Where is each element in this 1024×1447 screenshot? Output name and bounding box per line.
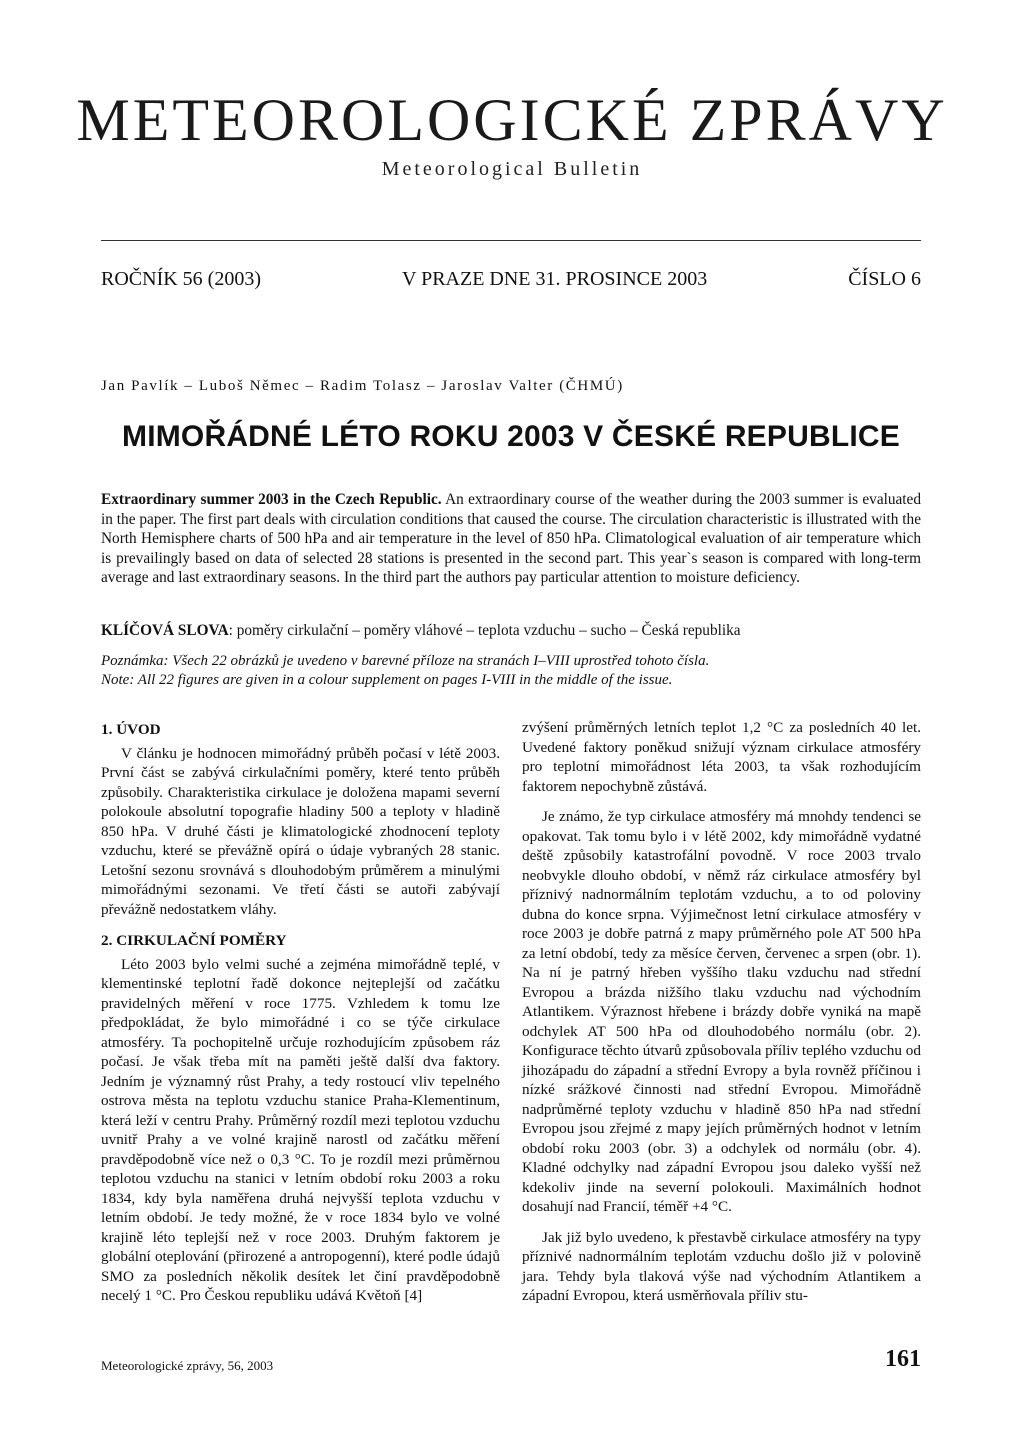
issue-volume: ROČNÍK 56 (2003) <box>101 268 261 290</box>
figure-note <box>101 652 921 690</box>
paragraph-circulation-1: Léto 2003 bylo velmi suché a zejména mimořádně teplé, v klementinské teplotní řadě dokonce nejteplejší od začátku pravidelných měření v roce 1775. Vzhledem k tomu lze předpokládat, že bylo mimořádné i co se týče cirkulace atmosféry. Ta pochopitelně určuje rozhodujícím způsobem ráz počasí. Je však třeba mít na paměti ještě další dva faktory. Jedním je významný růst Prahy, a tedy rostoucí vliv tepelného ostrova města na teplotu vzduchu stanice Praha-Klementinum, která leží v centru Prahy. Průměrný rozdíl mezi teplotou vzduchu uvnitř Prahy a ve volné krajině narostl od začátku měření pravděpodobně více než o 0,3 °C. To je rozdíl mezi průměrnou teplotou vzduchu na stanici v letním období roku 2003 a roku 1834, kdy byla naměřena druhá nejvyšší teplota vzduchu v letním období. Je tedy možné, že v roce 1834 bylo ve volné krajině léto teplejší než v roce 2003. Druhým faktorem je globální oteplování (přirozené a antropogenní), které podle údajů SMO za posledních několik desítek let činí pravděpodobně necelý 1 °C. Pro Českou republiku udává Květoň [4] <box>101 955 500 1304</box>
paragraph-circulation-2: zvýšení průměrných letních teplot 1,2 °C za posledních 40 let. Uvedené faktory poněkud snižují význam cirkulace atmosféry pro teplotní mimořádnost léta 2003, ta však rozhodujícím faktorem nepochybně zůstává. <box>522 719 921 795</box>
section-heading-circulation: 2. CIRKULAČNÍ POMĚRY <box>101 932 287 949</box>
issue-info <box>101 268 921 291</box>
keywords-text: : poměry cirkulační – poměry vláhové – teplota vzduchu – sucho – Česká republika <box>228 622 741 639</box>
abstract-text: An extraordinary course of the weather during the 2003 summer is evaluated in the paper. The first part deals with circulation conditions that caused the course. The circulation characteristic is illustrated with the North Hemisphere charts of 500 hPa and air temperature in the level of 850 hPa. Climatological evaluation of air temperature which is prevailingly based on data of selected 28 stations is presented in the second part. This year`s season is compared with long-term average and last extraordinary seasons. In the third part the authors pay particular attention to moisture deficiency. <box>101 491 921 586</box>
paragraph-circulation-3: Je známo, že typ cirkulace atmosféry má mnohdy tendenci se opakovat. Tak tomu bylo i v létě 2002, kdy mimořádně vydatné deště způsobily katastrofální povodně. V roce 2003 trvalo neobvykle dlouho období, v němž ráz cirkulace atmosféry byl příznivý nadnormálním teplotám vzduchu, a to od poloviny dubna do konce srpna. Výjimečnost letní cirkulace atmosféry v roce 2003 je dobře patrná z mapy průměrného pole AT 500 hPa za letní období, tedy za měsíce červen, červenec a srpen (obr. 1). Na ní je patrný hřeben vyššího tlaku vzduchu nad střední Evropou a brázda nižšího tlaku vzduchu nad východním Atlantikem. Výraznost hřebene i brázdy dobře vyniká na mapě odchylek AT 500 hPa od dlouhodobého normálu (obr. 2). Konfigurace těchto útvarů způsobovala příliv teplého vzduchu od jihozápadu do západní a střední Evropy a byla rovněž příčinou i nízké srážkové činnosti nad střední Evropou. Mimořádně nadprůměrné teploty vzduchu v hladině 850 hPa nad střední Evropou jsou zřejmé z mapy jejích průměrných hodnot v letním období roku 2003 (obr. 3) a odchylek od normálu (obr. 4). Kladné odchylky nad západní Evropou jsou daleko vyšší než kdekoliv jinde na severní polokouli. Maximálních hodnot dosahují nad Francií, téměř +4 °C. <box>522 808 921 1215</box>
journal-title: METEOROLOGICKÉ ZPRÁVY <box>76 87 948 153</box>
abstract <box>101 490 921 588</box>
footer-journal: Meteorologické zprávy, 56, 2003 <box>101 1358 274 1373</box>
paragraph-circulation-4: Jak již bylo uvedeno, k přestavbě cirkulace atmosféry na typy příznivé nadnormálním teplotám vzduchu došlo již v polovině jara. Tehdy byla tlaková výše nad východním Atlantikem a západní Evropou, která usměrňovala příliv stu- <box>522 1228 921 1304</box>
issue-number: ČÍSLO 6 <box>848 268 921 290</box>
article-title: MIMOŘÁDNÉ LÉTO ROKU 2003 V ČESKÉ REPUBLICE <box>122 420 900 453</box>
column-left <box>101 718 500 1306</box>
abstract-lead: Extraordinary summer 2003 in the Czech Republic. <box>101 491 442 508</box>
journal-subtitle: Meteorological Bulletin <box>381 158 643 180</box>
note-czech: Poznámka: Všech 22 obrázků je uvedeno v barevné příloze na stranách I–VIII uprostřed tohoto čísla. <box>101 653 710 669</box>
article-authors: Jan Pavlík – Luboš Němec – Radim Tolasz – Jaroslav Valter (ČHMÚ) <box>101 378 624 394</box>
masthead <box>0 88 1024 181</box>
note-english: Note: All 22 figures are given in a colour supplement on pages I-VIII in the middle of the issue. <box>101 672 673 688</box>
column-right <box>522 718 921 1306</box>
keywords <box>101 622 921 640</box>
header-divider <box>101 240 921 241</box>
issue-place-date: V PRAZE DNE 31. PROSINCE 2003 <box>401 268 708 290</box>
page-number: 161 <box>885 1346 921 1372</box>
section-heading-intro: 1. ÚVOD <box>101 721 161 738</box>
paragraph-intro: V článku je hodnocen mimořádný průběh počasí v létě 2003. První část se zabývá cirkulačními poměry, které tento průběh způsobily. Charakteristika cirkulace je doložena mapami severní polokoule absolutní topografie hladiny 500 a teploty v hladině 850 hPa. V druhé části je klimatologické zhodnocení teploty vzduchu, které se převážně opírá o údaje vybraných 28 stanic. Letošní sezonu srovnává s dlouhodobým průměrem a minulými mimořádnými sezonami. Ve třetí části se autoři zabývají převážně nedostatkem vláhy. <box>101 744 500 918</box>
keywords-label: KLÍČOVÁ SLOVA <box>101 622 229 639</box>
